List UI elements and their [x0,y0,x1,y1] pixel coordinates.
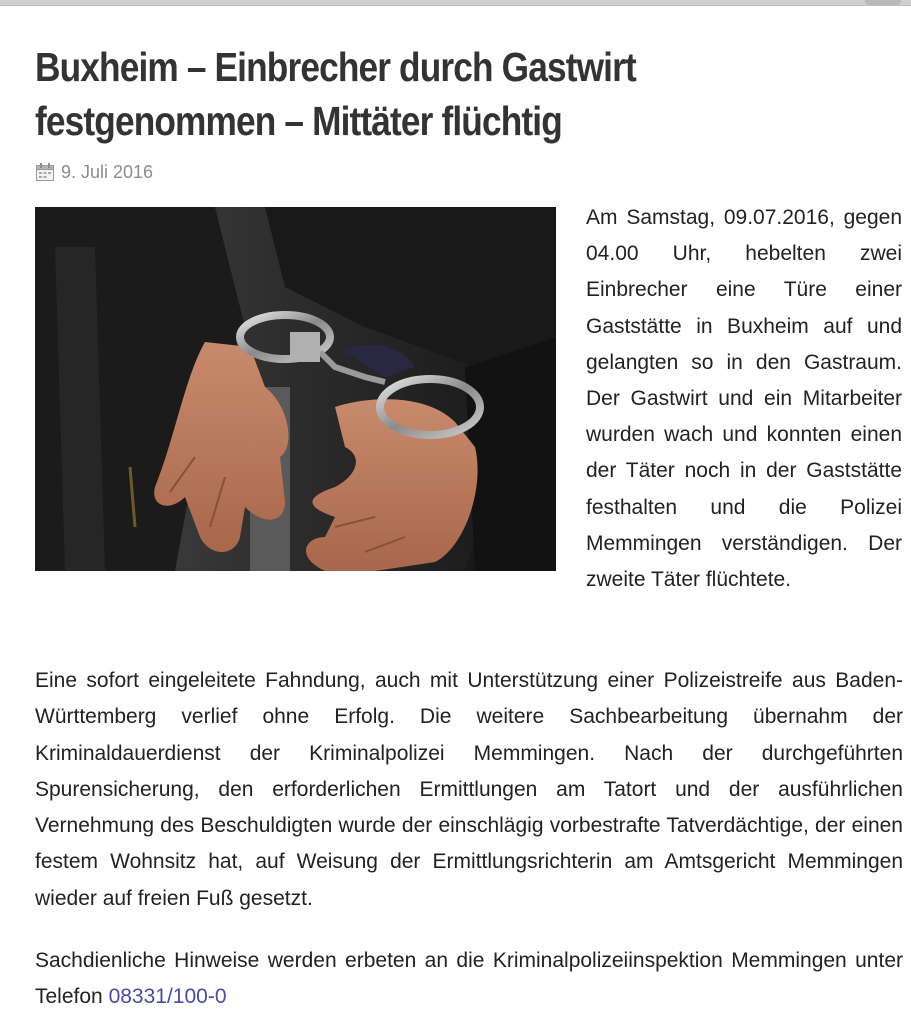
top-browser-bar [0,0,911,6]
calendar-icon [35,162,55,182]
article-date: 9. Juli 2016 [61,161,154,182]
contact-text: Sachdienliche Hinweise werden erbeten an die Kriminalpolizeiinspektion Memmingen unter Telefon [35,949,903,1009]
handcuffed-hands-photo [35,207,556,571]
article-title: Buxheim – Einbrecher durch Gastwirt festgenommen – Mittäter flüchtig [35,44,636,144]
phone-link[interactable]: 08331/100-0 [108,985,227,1009]
article-paragraph-1: Am Samstag, 09.07.2016, gegen 04.00 Uhr, hebelten zwei Einbrecher eine Türe einer Gaststätte in Buxheim auf und gelangten so in den Gastraum. Der Gastwirt und ein Mitarbeiter wurden wach und konnten einen der Täter noch in der Gaststätte festhalten und die Polizei Memmingen verständigen. Der zweite Täter flüchtete. [586,206,902,592]
article-paragraph-3 [35,943,903,1016]
article-date-row [35,160,153,184]
article-paragraph-2: Eine sofort eingeleitete Fahndung, auch mit Unterstützung einer Polizeistreife aus Baden-Württemberg verlief ohne Erfolg. Die weitere Sachbearbeitung übernahm der Kriminaldauerdienst der Kriminalpolizei Memmingen. Nach der durchgeführten Spurensicherung, den erforderlichen Ermittlungen am Tatort und der ausführlichen Vernehmung des Beschuldigten wurde der einschlägig vorbestrafte Tatverdächtige, der einen festem Wohnsitz hat, auf Weisung der Ermittlungsrichterin am Amtsgericht Memmingen wieder auf freien Fuß gesetzt. [35,669,903,910]
top-bar-handle [865,0,901,5]
